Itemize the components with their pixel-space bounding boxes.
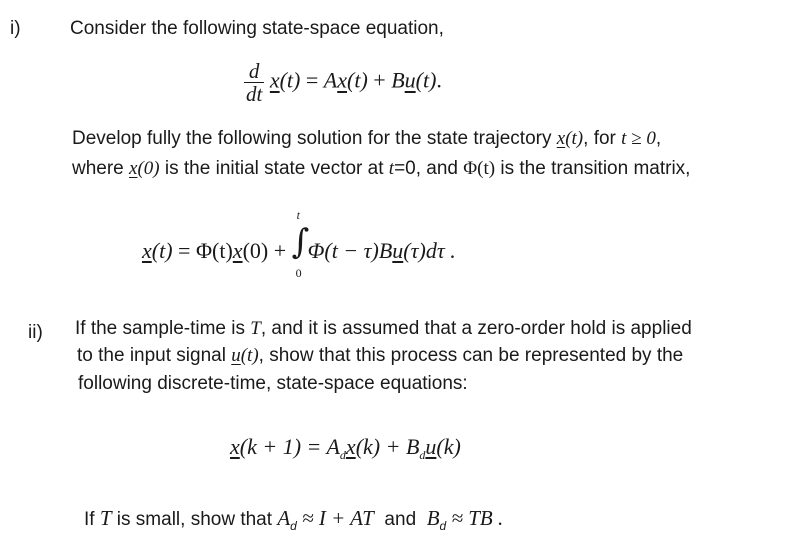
where-arg: (0) (137, 158, 160, 179)
arg-t-3: (t) (415, 67, 437, 93)
disc-end: (k) (436, 434, 461, 459)
line2-a: to the input signal (77, 345, 232, 366)
solution-equation (142, 208, 456, 280)
line1-b: , and it is assumed that a zero-order hold is applied (260, 318, 692, 339)
integral-sign (291, 208, 310, 280)
develop-t: (t) (565, 128, 584, 149)
input-u: u (404, 67, 416, 93)
disc-lhs: (k + 1) = A (239, 434, 340, 459)
frac-numerator: d (244, 60, 264, 83)
small-Ad: A (277, 506, 291, 530)
integrand-b: (τ)dτ . (403, 238, 456, 263)
discrete-equation (230, 434, 461, 463)
part-ii-line3: following discrete-time, state-space equations: (78, 373, 468, 394)
sol-x0: x (232, 238, 243, 263)
develop-prefix: Develop fully the following solution for the state trajectory (72, 128, 557, 149)
line1-T: T (250, 318, 261, 339)
line2-b: , show that this process can be represented by the (258, 345, 684, 366)
disc-x: x (230, 434, 240, 459)
where-text (72, 158, 690, 180)
matrix-a: A (323, 67, 338, 93)
line2-t: (t) (240, 345, 259, 366)
where-t: t (388, 158, 395, 179)
sol-phi-term: = Φ(t) (172, 238, 233, 263)
state-x-2: x (337, 67, 348, 93)
disc-sub-d1: d (339, 448, 346, 462)
frac-denominator: dt (246, 82, 263, 106)
disc-mid: (k) + B (355, 434, 420, 459)
line1-a: If the sample-time is (75, 318, 251, 339)
arg-t-2: (t) (347, 67, 368, 93)
disc-sub-d2: d (419, 448, 426, 462)
sol-zero: (0) + (242, 238, 292, 263)
develop-text (72, 128, 661, 150)
develop-mid: , for (583, 128, 622, 149)
where-x: x (129, 158, 138, 179)
small-Bd: B (426, 506, 440, 530)
where-mid: is the initial state vector at (159, 158, 389, 179)
part-ii-line2 (77, 345, 683, 367)
plus: + (367, 67, 392, 93)
small-T-text (84, 506, 503, 533)
disc-u: u (425, 434, 437, 459)
integrand-a: Φ(t − τ)B (307, 238, 393, 263)
small-T: T (99, 506, 112, 530)
small-approx1: ≈ I + AT (296, 506, 374, 530)
part-ii-label: ii) (28, 322, 43, 343)
part-ii-line1 (75, 318, 692, 340)
state-x: x (269, 67, 280, 93)
disc-x2: x (345, 434, 356, 459)
period: . (436, 67, 442, 93)
integral-lower-limit: 0 (295, 266, 302, 280)
develop-cond: t ≥ 0 (621, 128, 656, 149)
derivative-fraction (244, 60, 264, 105)
integral-glyph: ∫ (291, 222, 310, 262)
small-b: is small, show that (111, 509, 278, 530)
integral-upper-limit: t (296, 208, 300, 222)
small-Bd-sub: d (439, 519, 447, 533)
matrix-b: B (391, 67, 405, 93)
part-i-label: i) (10, 18, 21, 39)
small-a: If (84, 509, 100, 530)
line2-u: u (231, 345, 241, 366)
small-and: and (373, 509, 427, 530)
small-approx2: ≈ TB . (446, 506, 504, 530)
state-equation (244, 60, 442, 105)
develop-end: , (655, 128, 662, 149)
where-phi: Φ(t) (463, 158, 496, 179)
equals: = (300, 67, 324, 93)
small-Ad-sub: d (290, 519, 297, 533)
intro-text: Consider the following state-space equation, (70, 18, 444, 39)
where-t0: =0, and (394, 158, 464, 179)
sol-arg-t: (t) (151, 238, 173, 263)
where-end: is the transition matrix, (495, 158, 691, 179)
where-prefix: where (72, 158, 130, 179)
arg-t: (t) (279, 67, 301, 93)
develop-x: x (556, 128, 566, 149)
integrand-u: u (392, 238, 404, 263)
sol-x: x (142, 238, 152, 263)
